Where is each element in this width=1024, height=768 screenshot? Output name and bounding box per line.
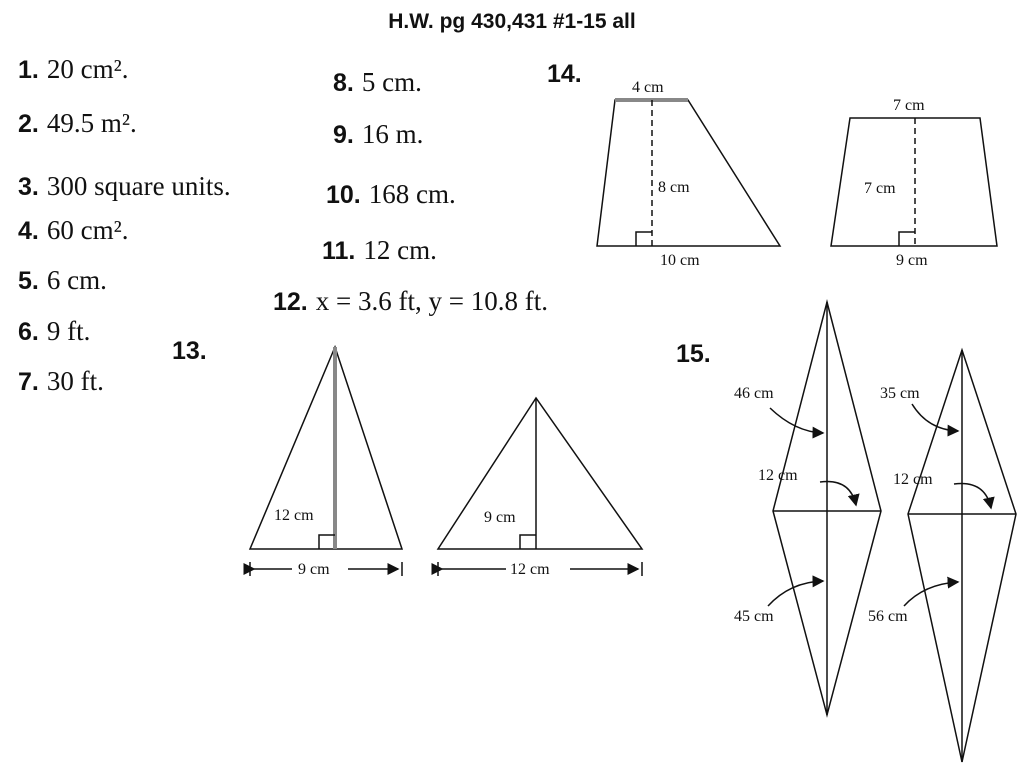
triangle-figure-b (438, 398, 642, 576)
kite-figure-b (904, 350, 1016, 762)
answer-text: x = 3.6 ft, y = 10.8 ft. (315, 286, 548, 316)
answer-text: 12 cm. (363, 235, 437, 265)
answer-number: 8. (333, 69, 354, 97)
answer-number: 7. (18, 368, 39, 396)
answer-text: 6 cm. (46, 265, 107, 295)
kite-a-width-label: 12 cm (758, 467, 798, 484)
trapezoid-b-top-label: 7 cm (893, 97, 925, 114)
answer-text: 60 cm². (46, 215, 129, 245)
kite-figure-a (768, 302, 881, 715)
trapezoid-b-height-label: 7 cm (864, 180, 896, 197)
problem-15-label: 15. (676, 340, 711, 368)
answer-text: 20 cm². (46, 54, 129, 84)
answer-text: 168 cm. (368, 179, 456, 209)
page-title: H.W. pg 430,431 #1-15 all (388, 10, 636, 33)
answer-number: 3. (18, 173, 39, 201)
answer-text: 5 cm. (361, 67, 422, 97)
answer-text: 300 square units. (46, 171, 231, 201)
trapezoid-a-height-label: 8 cm (658, 179, 690, 196)
triangle-figure-a (250, 347, 402, 576)
triangle-a-base-label: 9 cm (298, 561, 330, 578)
triangle-b-height-label: 9 cm (484, 509, 516, 526)
answer-number: 4. (18, 217, 39, 245)
answer-text: 9 ft. (46, 316, 91, 346)
trapezoid-figure-b (831, 118, 997, 246)
kite-b-lower-label: 56 cm (868, 608, 908, 625)
kite-b-upper-label: 35 cm (880, 385, 920, 402)
answer-number: 10. (326, 181, 361, 209)
answer-text: 30 ft. (46, 366, 104, 396)
kite-a-lower-label: 45 cm (734, 608, 774, 625)
trapezoid-b-bottom-label: 9 cm (896, 252, 928, 269)
kite-b-width-label: 12 cm (893, 471, 933, 488)
triangle-a-height-label: 12 cm (274, 507, 314, 524)
trapezoid-a-top-label: 4 cm (632, 79, 664, 96)
trapezoid-figure-a (597, 100, 780, 246)
answer-number: 5. (18, 267, 39, 295)
problem-14-label: 14. (547, 60, 582, 88)
kite-a-upper-label: 46 cm (734, 385, 774, 402)
answer-text: 49.5 m². (46, 108, 137, 138)
problem-13-label: 13. (172, 337, 207, 365)
trapezoid-a-bottom-label: 10 cm (660, 252, 700, 269)
answer-number: 6. (18, 318, 39, 346)
answer-number: 11. (322, 237, 356, 265)
answer-number: 9. (333, 121, 354, 149)
triangle-b-base-label: 12 cm (510, 561, 550, 578)
answer-number: 12. (273, 288, 308, 316)
answer-text: 16 m. (361, 119, 424, 149)
answer-number: 1. (18, 56, 39, 84)
answer-number: 2. (18, 110, 39, 138)
